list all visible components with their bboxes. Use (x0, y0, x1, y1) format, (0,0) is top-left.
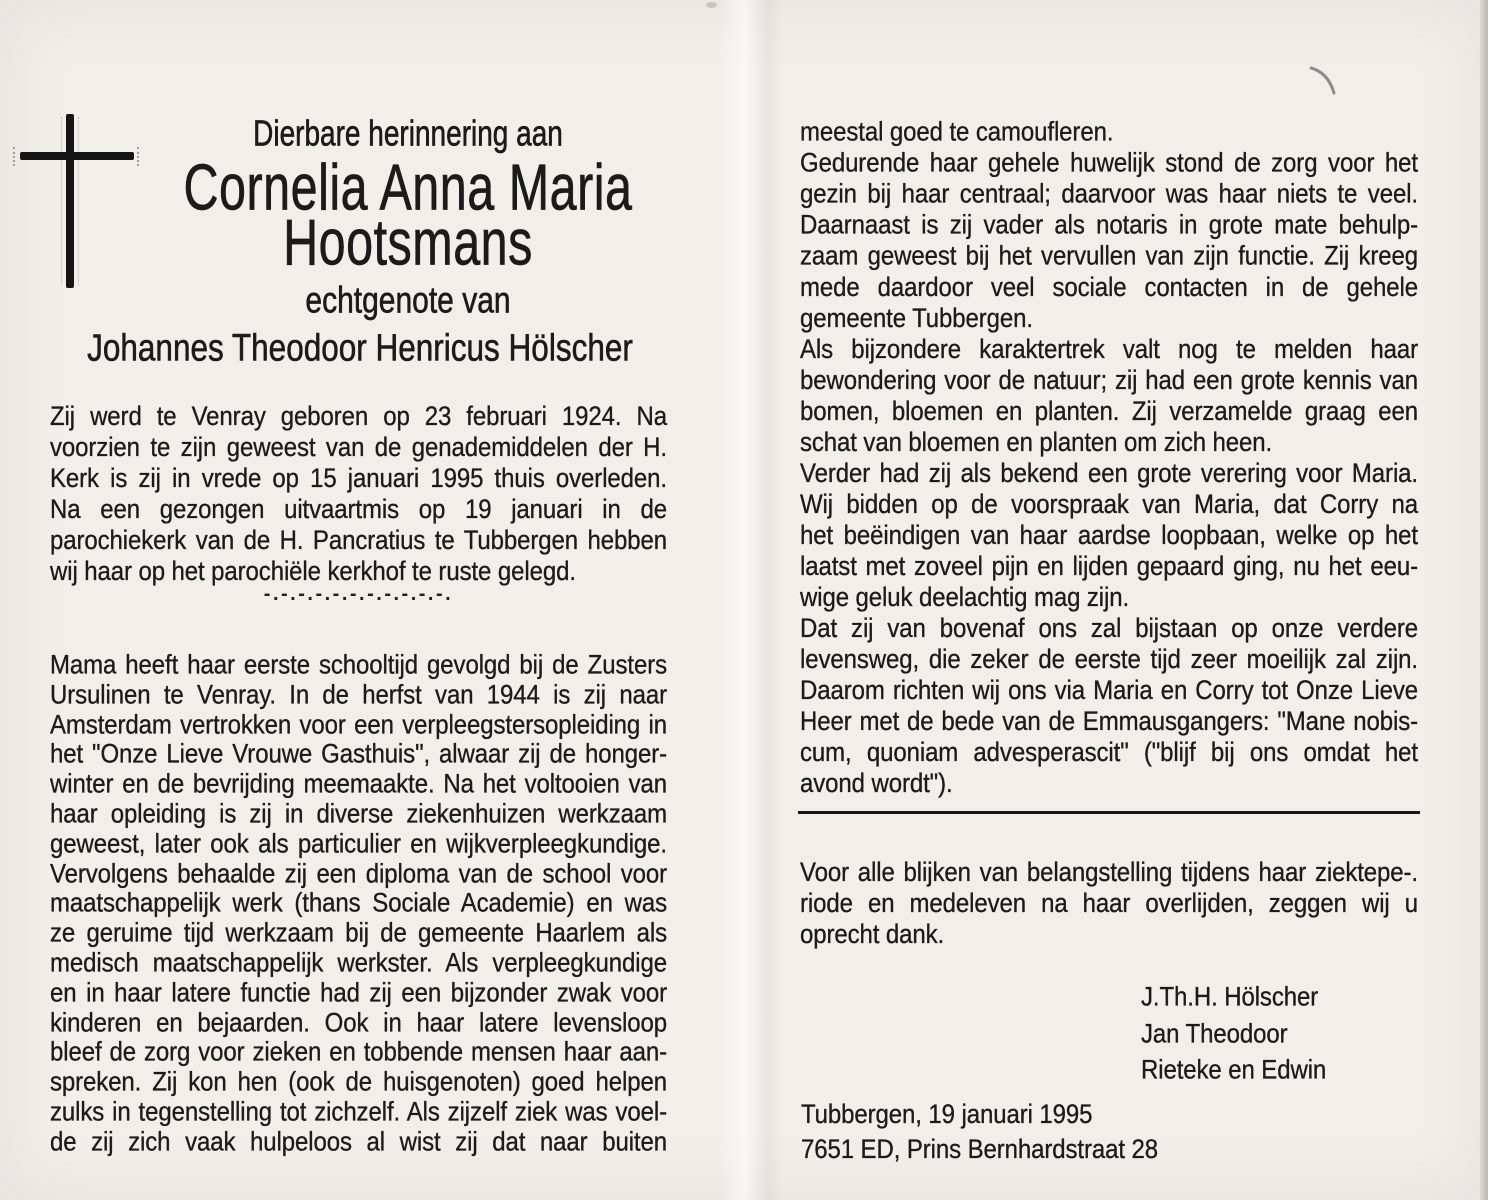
dotted-divider: -.-.-.-.-.-.-.-.-.-.-. (263, 583, 454, 605)
text-line: schat van bloemen en planten om zich heen. (800, 427, 1273, 458)
text-line: wij haar op het parochiële kerkhof te ruste gelegd. (50, 556, 576, 587)
text-line: en in haar latere functie had zij een bijzonder zwak voor (50, 978, 667, 1009)
text-line: gemeente Tubbergen. (800, 303, 1033, 334)
text-line: zaam geweest bij het vervullen van zijn functie. Zij kreeg (800, 241, 1418, 272)
text-line: zulks in tegenstelling tot zichzelf. Als zijzelf ziek was voel- (50, 1097, 667, 1128)
text-line: geweest, later ook als particulier en wijkverpleegkundige. (50, 829, 667, 860)
maria-devotion-paragraph (800, 458, 1418, 613)
thanks-paragraph (800, 857, 1418, 950)
text-line: bleef de zorg voor zieken en tobbende mensen haar aan- (50, 1037, 667, 1068)
text-line: Gedurende haar gehele huwelijk stond de zorg voor het (800, 148, 1418, 179)
text-line: avond wordt"). (800, 768, 953, 799)
place-date-line: Tubbergen, 19 januari 1995 (801, 1099, 1093, 1130)
text-line: gezin bij haar centraal; daarvoor was haar niets te veel. (800, 179, 1418, 210)
text-line: spreken. Zij kon hen (ook de huisgenoten) goed helpen (50, 1067, 667, 1098)
text-line: Als bijzondere karaktertrek valt nog te melden haar (800, 334, 1418, 365)
divider-rule (798, 811, 1420, 814)
text-line: bewondering voor de natuur; zij had een grote kennis van (800, 365, 1418, 396)
text-line: Daarnaast is zij vader als notaris in grote mate behulp- (800, 210, 1418, 241)
text-line: winter en de bevrijding meemaakte. Na het voltooien van (50, 769, 667, 800)
address-line: 7651 ED, Prins Bernhardstraat 28 (801, 1134, 1158, 1165)
text-line: levensweg, die zeker de eerste tijd zeer moeilijk zal zijn. (800, 644, 1418, 675)
text-line: mede daardoor veel sociale contacten in de gehele (800, 272, 1418, 303)
text-line: cum, quoniam advesperascit" ("blijf bij ons omdat het (800, 737, 1418, 768)
text-line: Heer met de bede van de Emmausgangers: "Mane nobis- (800, 706, 1418, 737)
nature-paragraph (800, 334, 1418, 458)
deceased-name-line1: Cornelia Anna Maria (183, 152, 633, 225)
place-date-address-block (801, 1097, 1419, 1167)
text-line: kinderen en bejaarden. Ook in haar latere levensloop (50, 1008, 667, 1038)
text-line: meestal goed te camoufleren. (800, 117, 1114, 148)
text-line: Rieteke en Edwin (1141, 1055, 1327, 1086)
text-line: wige geluk deelachtig mag zijn. (800, 582, 1130, 613)
text-line: maatschappelijk werk (thans Sociale Academie) en was (50, 888, 667, 919)
text-line: Na een gezongen uitvaartmis op 19 januari in de (50, 494, 667, 525)
spouse-name: Johannes Theodoor Henricus Hölscher (87, 325, 633, 369)
text-line: J.Th.H. Hölscher (1141, 982, 1319, 1013)
text-line: Wij bidden op de voorspraak van Maria, dat Corry na (800, 489, 1418, 520)
text-line: Kerk is zij in vrede op 15 januari 1995 thuis overleden. (50, 463, 667, 494)
right-column-text (800, 117, 1418, 799)
text-line: bomen, bloemen en planten. Zij verzamelde graag een (800, 396, 1418, 427)
text-line: voorzien te zijn geweest van de genademiddelen der H. (50, 432, 667, 463)
text-line: Amsterdam vertrokken voor een verpleegstersopleiding in (50, 710, 667, 740)
cross-trim-mark (13, 147, 15, 166)
relation-label: echtgenote van (305, 280, 511, 322)
obituary-paragraph (50, 401, 667, 587)
text-line: Mama heeft haar eerste schooltijd gevolgd bij de Zusters (50, 650, 667, 681)
text-line: parochiekerk van de H. Pancratius te Tubbergen hebben (50, 525, 667, 556)
text-line: Verder had zij als bekend een grote verering voor Maria. (800, 458, 1418, 489)
card-right-page (744, 0, 1488, 1200)
text-line: Daarom richten wij ons via Maria en Corry tot Onze Lieve (800, 675, 1418, 706)
text-line: medisch maatschappelijk werkster. Als verpleegkundige (50, 948, 667, 979)
text-line: ze geruime tijd werkzaam bij de gemeente Haarlem als (50, 918, 667, 949)
text-line: Zij werd te Venray geboren op 23 februari 1924. Na (50, 401, 667, 432)
text-line: riode en medeleven na haar overlijden, zeggen wij u (800, 888, 1418, 919)
text-line: Jan Theodoor (1141, 1019, 1288, 1049)
text-line: het beëindigen van haar aardse loopbaan, welke op het (800, 520, 1418, 551)
text-line: oprecht dank. (800, 919, 945, 950)
memorial-label: Dierbare herinnering aan (253, 113, 563, 154)
text-line: Ursulinen te Venray. In de herfst van 1944 is zij naar (50, 680, 667, 711)
text-line: laatst met zoveel pijn en lijden gepaard ging, nu het eeu- (800, 551, 1418, 582)
text-line: de zij zich vaak hulpeloos al wist zij dat naar buiten (50, 1127, 667, 1158)
text-line: haar opleiding is zij in diverse ziekenhuizen werkzaam (50, 799, 667, 830)
deceased-name-line2: Hootsmans (283, 207, 533, 280)
signature-block (1141, 980, 1461, 1090)
text-line: het "Onze Lieve Vrouwe Gasthuis", alwaar zij de honger- (50, 740, 667, 770)
text-line: Vervolgens behaalde zij een diploma van de school voor (50, 859, 667, 889)
text-line: Dat zij van bovenaf ons zal bijstaan op onze verdere (800, 613, 1418, 644)
farewell-prayer-paragraph (800, 613, 1418, 799)
life-story-paragraph (50, 651, 667, 1158)
family-life-paragraph (800, 148, 1418, 334)
text-line: Voor alle blijken van belangstelling tijdens haar ziektepe-. (800, 857, 1418, 888)
continuation-paragraph (800, 117, 1418, 148)
